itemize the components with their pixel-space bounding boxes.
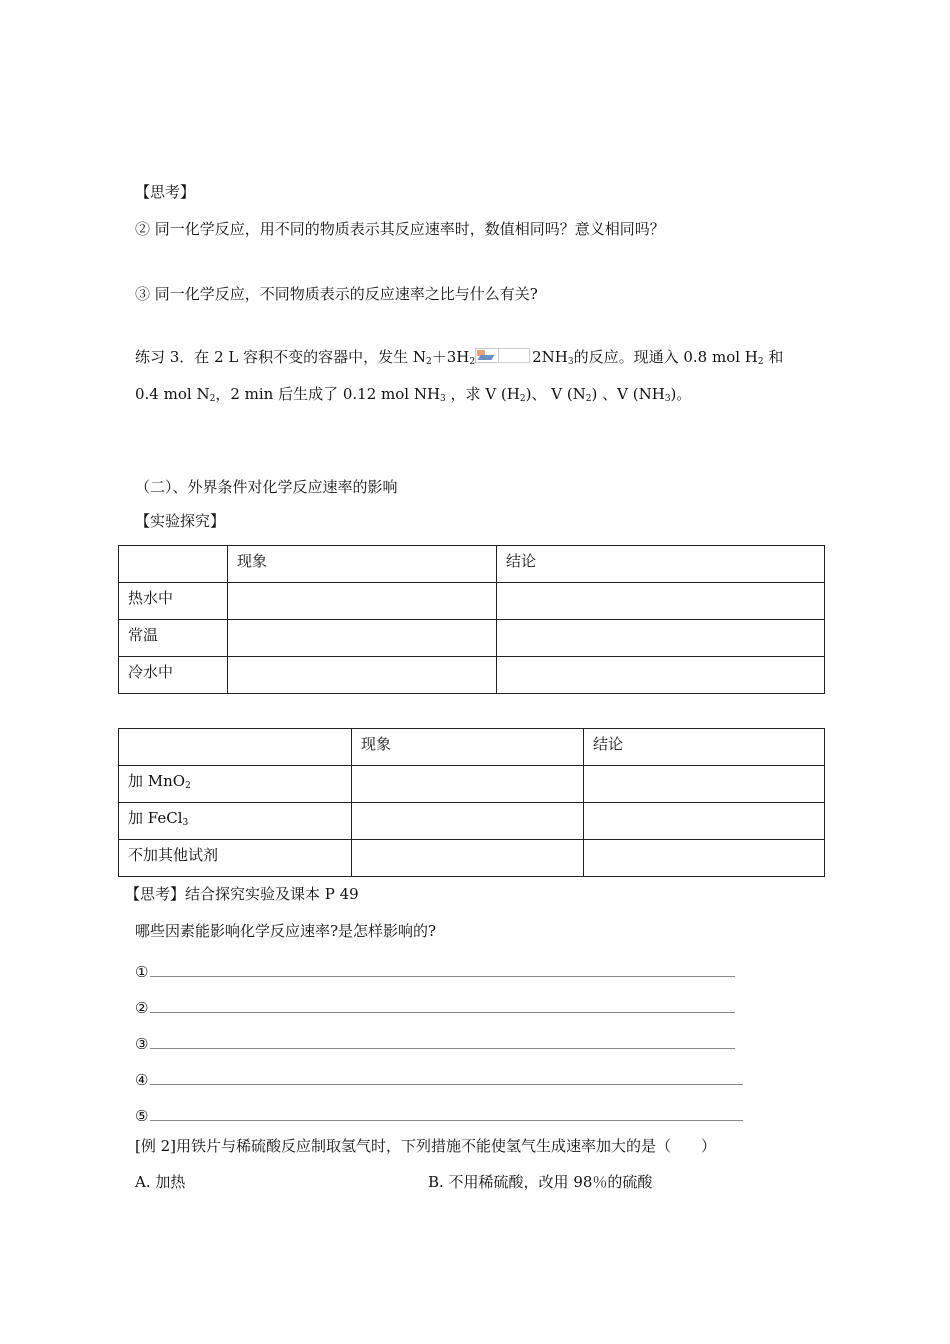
catalyst-table bbox=[118, 728, 825, 877]
image-placeholder-icon bbox=[475, 348, 499, 363]
table-header-cell: 结论 bbox=[584, 729, 825, 766]
conclusion-cell bbox=[584, 766, 825, 803]
table-header-row bbox=[119, 546, 825, 583]
row-label: 热水中 bbox=[119, 583, 228, 620]
row-label: 冷水中 bbox=[119, 657, 228, 694]
row-label: 加 FeCl$_3$ bbox=[119, 803, 352, 840]
formula-arrow-placeholder bbox=[499, 348, 530, 363]
answer-blank-3[interactable] bbox=[135, 1029, 735, 1053]
phenomenon-cell bbox=[228, 583, 497, 620]
conclusion-cell bbox=[584, 840, 825, 877]
answer-line bbox=[150, 1084, 743, 1085]
table-row bbox=[119, 766, 825, 803]
example-2-stem: [例 2]用铁片与稀硫酸反应制取氢气时，下列措施不能使氢气生成速率加大的是（ ） bbox=[135, 1137, 717, 1155]
answer-line bbox=[150, 976, 735, 977]
row-label: 不加其他试剂 bbox=[119, 840, 352, 877]
row-label: 常温 bbox=[119, 620, 228, 657]
table-header-cell: 现象 bbox=[228, 546, 497, 583]
question-3: ③ 同一化学反应，不同物质表示的反应速率之比与什么有关? bbox=[135, 285, 538, 303]
table-row bbox=[119, 583, 825, 620]
option-a[interactable]: A. 加热 bbox=[135, 1173, 186, 1191]
phenomenon-cell bbox=[352, 766, 584, 803]
answer-line bbox=[150, 1120, 743, 1121]
think-2-heading: 【思考】结合探究实验及课本 P 49 bbox=[125, 885, 359, 903]
phenomenon-cell bbox=[228, 620, 497, 657]
table-row bbox=[119, 657, 825, 694]
table-row bbox=[119, 620, 825, 657]
table-header-cell bbox=[119, 729, 352, 766]
answer-blank-1[interactable] bbox=[135, 957, 735, 981]
answer-blank-4[interactable] bbox=[135, 1065, 743, 1089]
answer-line bbox=[150, 1012, 735, 1013]
conclusion-cell bbox=[497, 620, 825, 657]
answer-blank-5[interactable] bbox=[135, 1101, 743, 1125]
blank-number: ③ bbox=[135, 1035, 149, 1053]
table-row bbox=[119, 803, 825, 840]
blank-number: ① bbox=[135, 963, 149, 981]
table-row bbox=[119, 840, 825, 877]
exercise-3-line-2: 0.4 mol $N_2$，2 min 后生成了 0.12 mol $NH_3$ ，求 V $(H_2)$、 V $(N_2)$ 、V $(NH_3)$。 bbox=[135, 385, 692, 404]
phenomenon-cell bbox=[352, 803, 584, 840]
row-label: 加 MnO$_2$ bbox=[119, 766, 352, 803]
conclusion-cell bbox=[497, 583, 825, 620]
think-heading: 【思考】 bbox=[135, 183, 196, 201]
section-title: （二）、外界条件对化学反应速率的影响 bbox=[135, 478, 398, 496]
table-header-cell: 结论 bbox=[497, 546, 825, 583]
blank-number: ⑤ bbox=[135, 1107, 149, 1125]
temperature-table bbox=[118, 545, 825, 694]
factors-question: 哪些因素能影响化学反应速率?是怎样影响的? bbox=[135, 922, 437, 940]
answer-line bbox=[150, 1048, 735, 1049]
blank-number: ④ bbox=[135, 1071, 149, 1089]
blank-number: ② bbox=[135, 999, 149, 1017]
conclusion-cell bbox=[584, 803, 825, 840]
option-b[interactable]: B. 不用稀硫酸，改用 98％的硫酸 bbox=[428, 1173, 653, 1191]
exercise-3-line-1: 练习 3．在 2 L 容积不变的容器中，发生 $N_2+3H_2$ $2NH_3$的反应。现通入 0.8 mol $H_2$ 和 bbox=[135, 348, 784, 367]
table-header-row bbox=[119, 729, 825, 766]
conclusion-cell bbox=[497, 657, 825, 694]
question-2: ② 同一化学反应，用不同的物质表示其反应速率时，数值相同吗？意义相同吗？ bbox=[135, 220, 665, 238]
answer-blank-2[interactable] bbox=[135, 993, 735, 1017]
phenomenon-cell bbox=[352, 840, 584, 877]
phenomenon-cell bbox=[228, 657, 497, 694]
table-header-cell: 现象 bbox=[352, 729, 584, 766]
experiment-heading: 【实验探究】 bbox=[135, 512, 226, 530]
table-header-cell bbox=[119, 546, 228, 583]
